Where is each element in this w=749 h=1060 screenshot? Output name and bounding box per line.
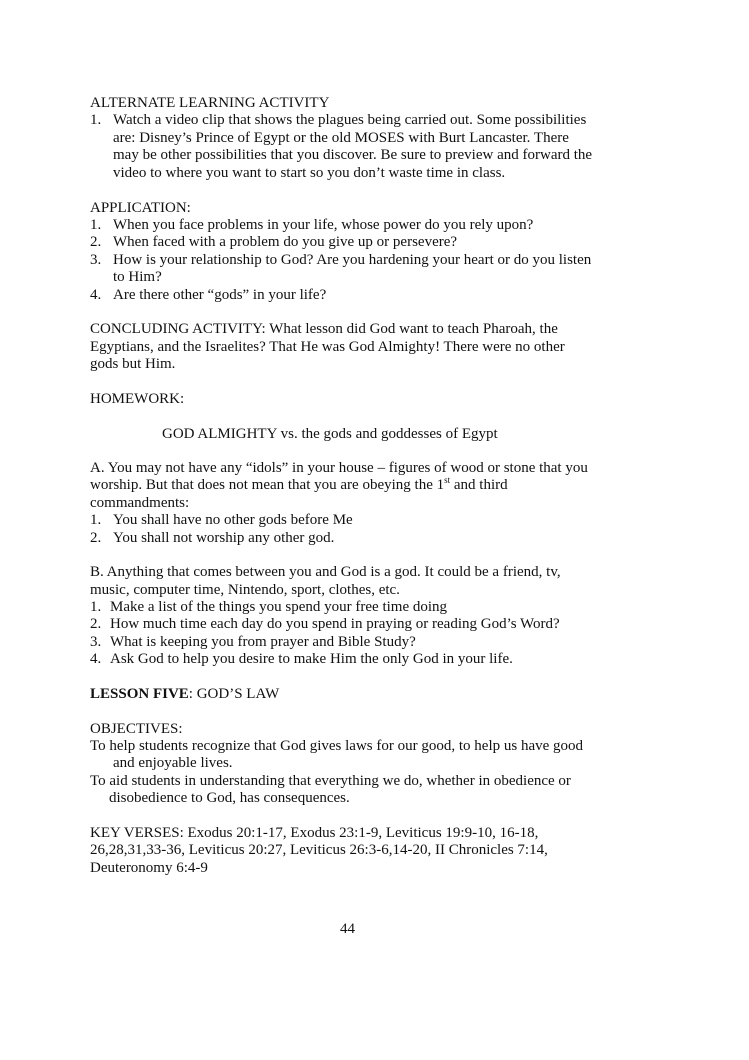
list-number: 3. (90, 252, 102, 268)
text-run: and third (450, 477, 508, 493)
list-item-text: Make a list of the things you spend your free time doing (110, 599, 448, 615)
lesson-title: : GOD’S LAW (188, 686, 280, 702)
list-number: 2. (90, 616, 102, 632)
list-item-text: Watch a video clip that shows the plagues being carried out. Some possibilities (113, 112, 587, 128)
list-item-text: may be other possibilities that you discover. Be sure to preview and forward the (113, 147, 593, 163)
key-verses-text: 26,28,31,33-36, Leviticus 20:27, Leviticus 26:3-6,14-20, II Chronicles 7:14, (90, 842, 548, 858)
objective-text: disobedience to God, has consequences. (109, 790, 350, 806)
application-heading: APPLICATION: (90, 200, 191, 216)
list-number: 1. (90, 112, 102, 128)
list-number: 4. (90, 287, 102, 303)
list-item-text: You shall have no other gods before Me (113, 512, 353, 528)
list-item-text: Ask God to help you desire to make Him the only God in your life. (110, 651, 513, 667)
concluding-text: CONCLUDING ACTIVITY: What lesson did God want to teach Pharoah, the (90, 321, 558, 337)
alternate-heading: ALTERNATE LEARNING ACTIVITY (90, 95, 330, 111)
list-item-text: You shall not worship any other god. (113, 530, 335, 546)
list-number: 3. (90, 634, 102, 650)
homework-a-text (90, 476, 508, 494)
homework-a-text: commandments: (90, 495, 190, 511)
concluding-text: Egyptians, and the Israelites? That He was God Almighty! There were no other (90, 339, 565, 355)
list-number: 2. (90, 234, 102, 250)
list-item-text: When faced with a problem do you give up or persevere? (113, 234, 458, 250)
key-verses-text: KEY VERSES: Exodus 20:1-17, Exodus 23:1-9, Leviticus 19:9-10, 16-18, (90, 825, 539, 841)
homework-b-text: B. Anything that comes between you and God is a god. It could be a friend, tv, (90, 564, 561, 580)
list-number: 1. (90, 512, 102, 528)
list-number: 1. (90, 599, 102, 615)
list-number: 2. (90, 530, 102, 546)
list-item-text: How is your relationship to God? Are you hardening your heart or do you listen (113, 252, 592, 268)
lesson-label: LESSON FIVE (90, 686, 189, 702)
list-item-text: are: Disney’s Prince of Egypt or the old MOSES with Burt Lancaster. There (113, 130, 569, 146)
objective-text: To help students recognize that God gives laws for our good, to help us have good (90, 738, 584, 754)
homework-a-text: A. You may not have any “idols” in your house – figures of wood or stone that you (90, 460, 588, 476)
homework-heading: HOMEWORK: (90, 391, 185, 407)
list-item-text: When you face problems in your life, whose power do you rely upon? (113, 217, 534, 233)
objective-text: and enjoyable lives. (113, 755, 233, 771)
homework-title: GOD ALMIGHTY vs. the gods and goddesses of Egypt (162, 426, 498, 442)
objective-text: To aid students in understanding that everything we do, whether in obedience or (90, 773, 571, 789)
list-item-text: Are there other “gods” in your life? (113, 287, 327, 303)
objectives-heading: OBJECTIVES: (90, 721, 183, 737)
list-number: 1. (90, 217, 102, 233)
list-item-text: video to where you want to start so you don’t waste time in class. (113, 165, 506, 181)
page-number: 44 (340, 921, 355, 937)
list-item-text: to Him? (113, 269, 162, 285)
homework-b-text: music, computer time, Nintendo, sport, clothes, etc. (90, 582, 400, 598)
text-run: worship. But that does not mean that you are obeying the 1 (90, 477, 445, 493)
list-item-text: How much time each day do you spend in praying or reading God’s Word? (110, 616, 560, 632)
key-verses-text: Deuteronomy 6:4-9 (90, 860, 208, 876)
list-number: 4. (90, 651, 102, 667)
ordinal-suffix: st (444, 475, 451, 485)
lesson-heading (90, 685, 279, 703)
concluding-text: gods but Him. (90, 356, 176, 372)
list-item-text: What is keeping you from prayer and Bible Study? (110, 634, 416, 650)
